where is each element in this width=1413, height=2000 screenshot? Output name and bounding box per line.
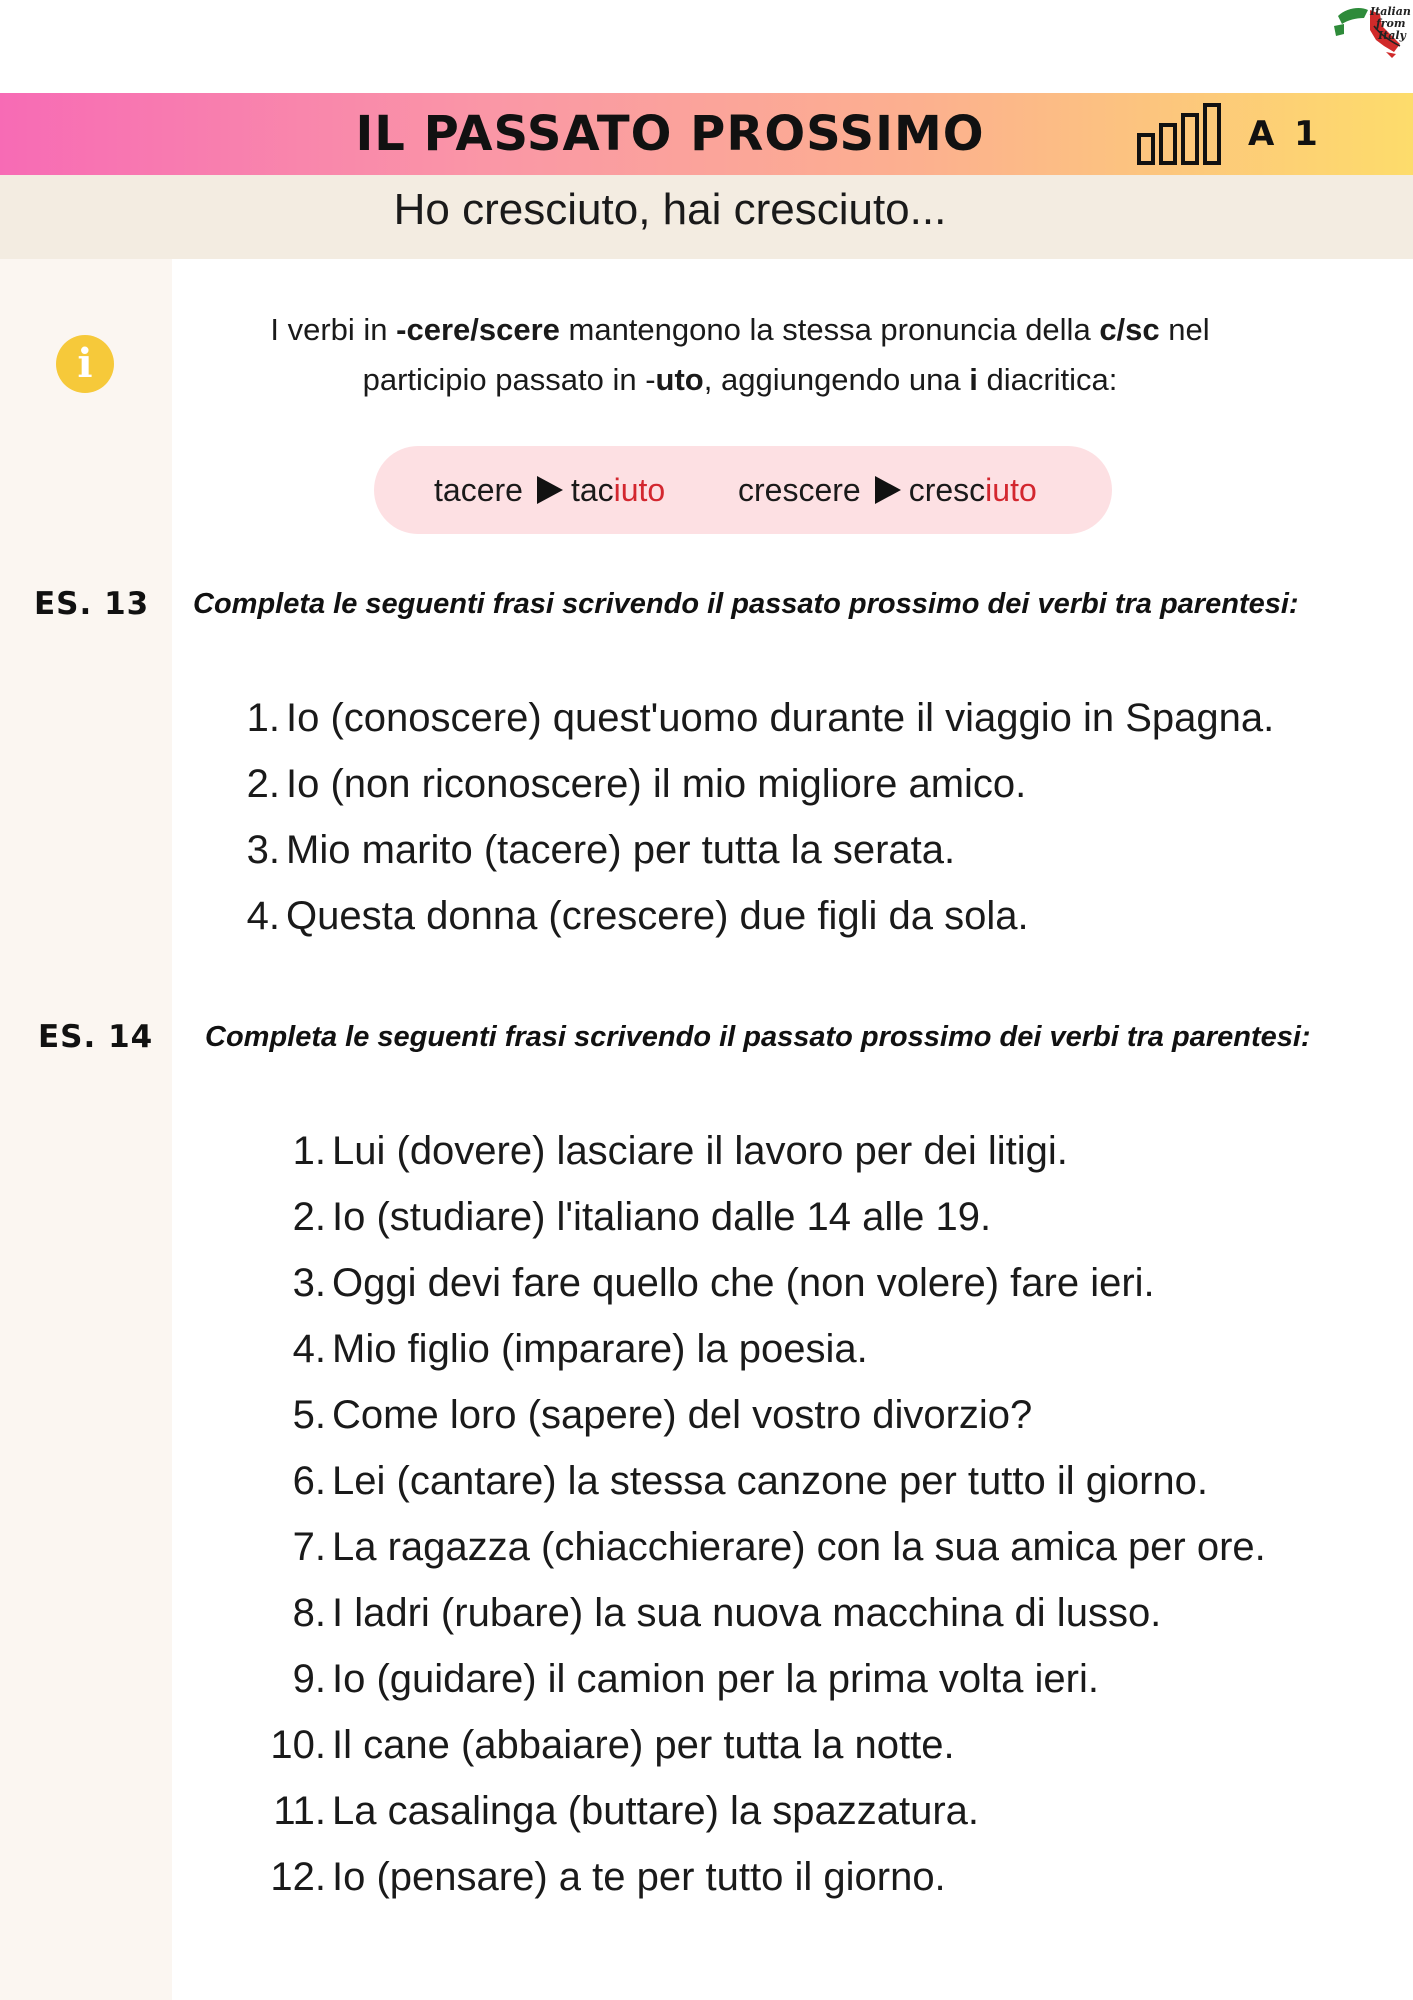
- item-number: 3.: [246, 828, 280, 872]
- exercise-item: [244, 751, 1274, 817]
- item-sentence: Oggi devi fare quello che (non volere) fare ieri.: [332, 1261, 1155, 1305]
- item-number: 3.: [292, 1261, 326, 1305]
- exercise-item: [264, 1118, 1266, 1184]
- exercise-item: [264, 1448, 1266, 1514]
- page-subtitle: Ho cresciuto, hai cresciuto...: [393, 185, 947, 234]
- logo-line-2: from: [1376, 17, 1406, 30]
- exercise-14-list: [264, 1118, 1266, 1910]
- exercise-item: [264, 1184, 1266, 1250]
- item-sentence: La ragazza (chiacchierare) con la sua amica per ore.: [332, 1525, 1266, 1569]
- item-number: 9.: [292, 1657, 326, 1701]
- exercise-item: [244, 817, 1274, 883]
- exercise-13-label: ES. 13: [34, 586, 150, 622]
- arrow-right-icon: [537, 476, 563, 504]
- item-sentence: Io (conoscere) quest'uomo durante il viaggio in Spagna.: [286, 696, 1275, 740]
- exercise-14-label: ES. 14: [38, 1019, 154, 1055]
- exercise-item: [264, 1382, 1266, 1448]
- page-title: IL PASSATO PROSSIMO: [355, 106, 985, 162]
- item-sentence: Io (pensare) a te per tutto il giorno.: [332, 1855, 946, 1899]
- item-number: 4.: [292, 1327, 326, 1371]
- logo-line-1: Italian: [1370, 5, 1411, 18]
- item-sentence: La casalinga (buttare) la spazzatura.: [332, 1789, 980, 1833]
- item-number: 1.: [292, 1129, 326, 1173]
- exercise-item: [264, 1646, 1266, 1712]
- item-sentence: Questa donna (crescere) due figli da sola.: [286, 894, 1029, 938]
- item-sentence: Io (non riconoscere) il mio migliore amico.: [286, 762, 1027, 806]
- info-line-1: I verbi in -cere/scere mantengono la stessa pronuncia della c/sc nel: [270, 312, 1210, 347]
- item-number: 2.: [292, 1195, 326, 1239]
- item-sentence: Io (guidare) il camion per la prima volta ieri.: [332, 1657, 1099, 1701]
- exercise-13-list: [244, 685, 1274, 949]
- item-sentence: Lui (dovere) lasciare il lavoro per dei litigi.: [332, 1129, 1068, 1173]
- item-number: 2.: [246, 762, 280, 806]
- logo-line-3: Italy: [1378, 29, 1406, 42]
- item-number: 1.: [246, 696, 280, 740]
- exercise-item: [264, 1778, 1266, 1844]
- exercise-item: [264, 1844, 1266, 1910]
- exercise-item: [264, 1250, 1266, 1316]
- item-number: 5.: [292, 1393, 326, 1437]
- item-sentence: Come loro (sapere) del vostro divorzio?: [332, 1393, 1033, 1437]
- item-sentence: Lei (cantare) la stessa canzone per tutto il giorno.: [332, 1459, 1209, 1503]
- exercise-item: [244, 883, 1274, 949]
- item-sentence: Il cane (abbaiare) per tutta la notte.: [332, 1723, 955, 1767]
- title-band: [0, 93, 1413, 175]
- exercise-item: [264, 1712, 1266, 1778]
- info-icon: i: [56, 335, 114, 393]
- example-crescere: crescere cresciuto: [738, 472, 1037, 508]
- item-sentence: Io (studiare) l'italiano dalle 14 alle 19.: [332, 1195, 992, 1239]
- example-tacere: tacere taciuto: [434, 472, 666, 508]
- item-sentence: Mio marito (tacere) per tutta la serata.: [286, 828, 956, 872]
- subtitle-band: [0, 175, 1413, 259]
- item-number: 8.: [292, 1591, 326, 1635]
- exercise-item: [264, 1514, 1266, 1580]
- level-badge: A 1: [1248, 114, 1322, 154]
- example-pill: [374, 446, 1112, 534]
- exercise-item: [244, 685, 1274, 751]
- exercise-14-instruction: Completa le seguenti frasi scrivendo il passato prossimo dei verbi tra parentesi:: [205, 1021, 1311, 1053]
- arrow-right-icon: [875, 476, 901, 504]
- left-margin-strip: [0, 259, 172, 2000]
- item-number: 11.: [273, 1789, 326, 1833]
- exercise-13-instruction: Completa le seguenti frasi scrivendo il passato prossimo dei verbi tra parentesi:: [193, 588, 1299, 620]
- italy-logo: [1330, 0, 1410, 62]
- exercise-item: [264, 1316, 1266, 1382]
- item-number: 12.: [270, 1855, 326, 1899]
- item-number: 10.: [270, 1723, 326, 1767]
- exercise-item: [264, 1580, 1266, 1646]
- item-number: 6.: [292, 1459, 326, 1503]
- info-text: [220, 305, 1260, 405]
- info-line-2: participio passato in -uto, aggiungendo una i diacritica:: [362, 362, 1118, 397]
- item-sentence: I ladri (rubare) la sua nuova macchina di lusso.: [332, 1591, 1162, 1635]
- item-sentence: Mio figlio (imparare) la poesia.: [332, 1327, 868, 1371]
- item-number: 4.: [246, 894, 280, 938]
- item-number: 7.: [292, 1525, 326, 1569]
- level-bars-icon: [1136, 101, 1228, 167]
